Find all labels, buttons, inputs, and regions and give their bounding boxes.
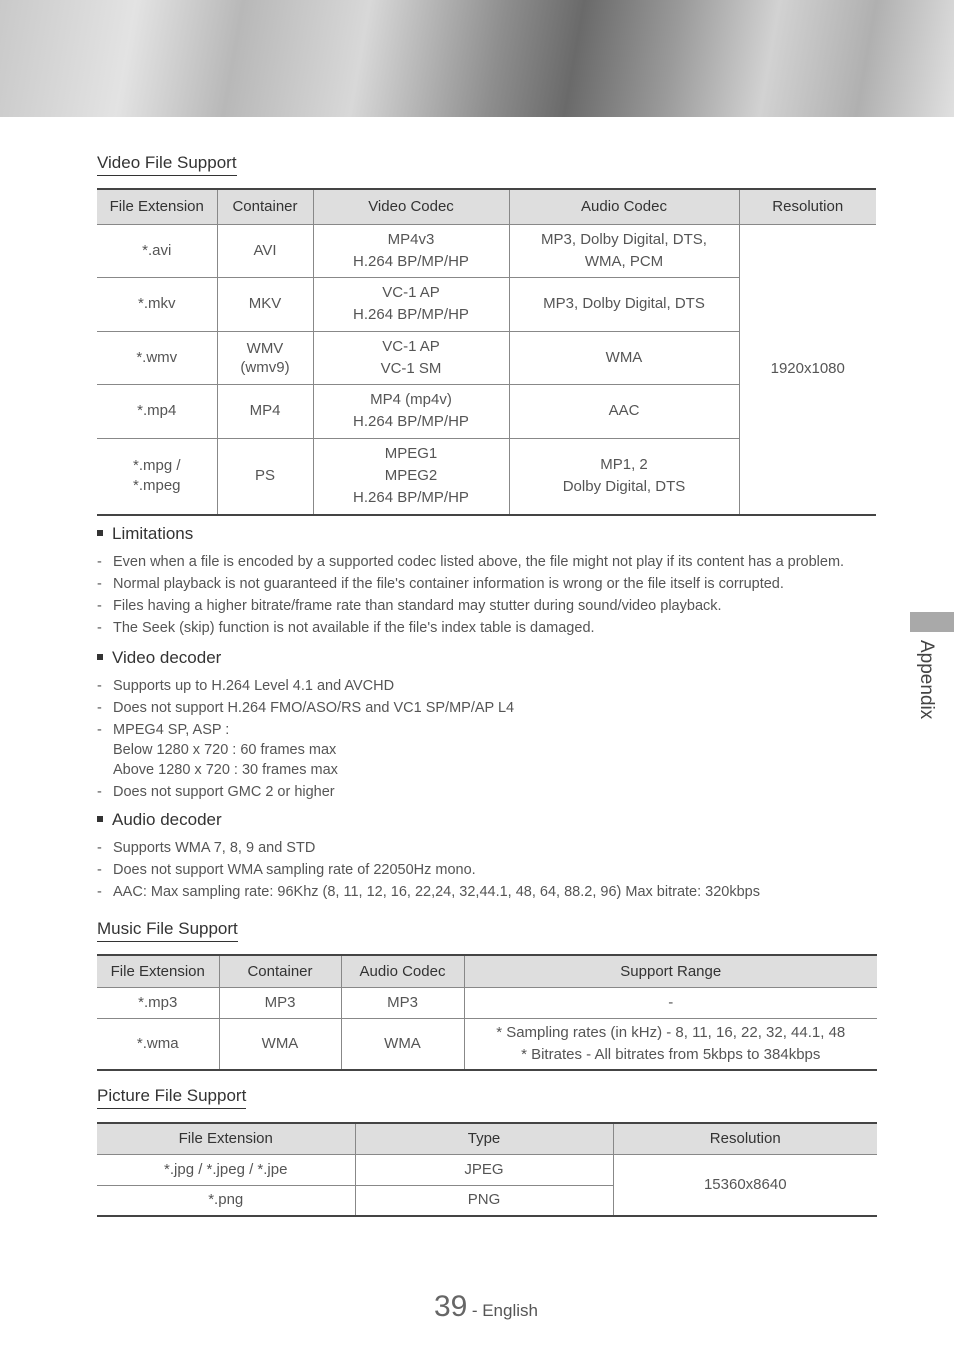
cell-audio-codec: MP3, Dolby Digital, DTS, WMA, PCM — [509, 224, 739, 277]
list-item: - Files having a higher bitrate/frame rate than standard may stutter during sound/video playback. — [97, 598, 722, 614]
col-header-audio-codec: Audio Codec — [509, 189, 739, 224]
cell-audio-codec: WMA — [341, 1018, 464, 1070]
list-item: - The Seek (skip) function is not available if the file's index table is damaged. — [97, 620, 595, 636]
page-number: 39 — [434, 1290, 468, 1323]
cell-ext: *.mpg / *.mpeg — [97, 438, 217, 515]
cell-ext: *.wma — [97, 1018, 219, 1070]
list-item: - Supports up to H.264 Level 4.1 and AVCHD — [97, 678, 395, 694]
picture-file-support-title: Picture File Support — [97, 1086, 246, 1109]
limitations-list — [97, 552, 844, 640]
cell-container: PS — [217, 438, 313, 515]
video-file-table — [97, 188, 876, 516]
col-header-resolution: Resolution — [739, 189, 876, 224]
cell-support-range: - — [464, 987, 877, 1018]
list-item: - AAC: Max sampling rate: 96Khz (8, 11, 12, 16, 22,24, 32,44.1, 48, 64, 88.2, 96) Max bitrate: 320kbps — [97, 884, 760, 900]
cell-audio-codec: AAC — [509, 384, 739, 438]
cell-container: WMA — [219, 1018, 341, 1070]
cell-type: PNG — [355, 1185, 613, 1216]
picture-file-table — [97, 1122, 877, 1217]
page-footer — [434, 1290, 538, 1324]
video-decoder-heading: Video decoder — [97, 648, 221, 668]
cell-ext: *.mkv — [97, 277, 217, 331]
cell-ext: *.png — [97, 1185, 355, 1216]
cell-ext: *.mp4 — [97, 384, 217, 438]
table-row — [97, 1018, 877, 1070]
list-item: - Even when a file is encoded by a supported codec listed above, the file might not play if its content has a problem. — [97, 554, 845, 570]
col-header-support-range: Support Range — [464, 955, 877, 987]
cell-video-codec: MP4 (mp4v) H.264 BP/MP/HP — [313, 384, 509, 438]
cell-ext: *.jpg / *.jpeg / *.jpe — [97, 1154, 355, 1185]
col-header-container: Container — [219, 955, 341, 987]
music-file-table — [97, 954, 877, 1071]
list-item: - Does not support GMC 2 or higher — [97, 784, 335, 800]
col-header-audio-codec: Audio Codec — [341, 955, 464, 987]
cell-audio-codec: MP1, 2 Dolby Digital, DTS — [509, 438, 739, 515]
footer-language: - English — [471, 1301, 538, 1320]
cell-ext: *.mp3 — [97, 987, 219, 1018]
video-decoder-list — [97, 676, 514, 804]
cell-audio-codec: WMA — [509, 331, 739, 384]
col-header-type: Type — [355, 1123, 613, 1154]
list-item: - Does not support WMA sampling rate of 22050Hz mono. — [97, 862, 476, 878]
cell-container: AVI — [217, 224, 313, 277]
col-header-file-extension: File Extension — [97, 1123, 355, 1154]
cell-ext: *.avi — [97, 224, 217, 277]
music-file-support-title: Music File Support — [97, 919, 238, 942]
limitations-heading: Limitations — [97, 524, 193, 544]
col-header-file-extension: File Extension — [97, 189, 217, 224]
cell-audio-codec: MP3, Dolby Digital, DTS — [509, 277, 739, 331]
list-item: - Supports WMA 7, 8, 9 and STD — [97, 840, 316, 856]
cell-ext: *.wmv — [97, 331, 217, 384]
col-header-file-extension: File Extension — [97, 955, 219, 987]
list-item: - Normal playback is not guaranteed if the file's container information is wrong or the file itself is corrupted. — [97, 576, 784, 592]
video-file-support-title: Video File Support — [97, 153, 237, 176]
cell-video-codec: MPEG1 MPEG2 H.264 BP/MP/HP — [313, 438, 509, 515]
cell-resolution: 1920x1080 — [739, 224, 876, 515]
cell-support-range: * Sampling rates (in kHz) - 8, 11, 16, 22, 32, 44.1, 48 * Bitrates - All bitrates from 5kbps to 384kbps — [464, 1018, 877, 1070]
square-bullet-icon — [97, 530, 103, 536]
table-row — [97, 224, 876, 277]
table-row — [97, 987, 877, 1018]
cell-video-codec: MP4v3 H.264 BP/MP/HP — [313, 224, 509, 277]
appendix-side-label: Appendix — [916, 640, 937, 720]
audio-decoder-list — [97, 838, 760, 904]
cell-type: JPEG — [355, 1154, 613, 1185]
cell-container: MP3 — [219, 987, 341, 1018]
cell-container: WMV (wmv9) — [217, 331, 313, 384]
cell-video-codec: VC-1 AP VC-1 SM — [313, 331, 509, 384]
cell-resolution: 15360x8640 — [613, 1154, 877, 1216]
audio-decoder-heading: Audio decoder — [97, 810, 222, 830]
list-item: - MPEG4 SP, ASP : Below 1280 x 720 : 60 frames max Above 1280 x 720 : 30 frames max — [97, 722, 338, 778]
appendix-tab-marker — [910, 612, 954, 632]
cell-audio-codec: MP3 — [341, 987, 464, 1018]
cell-video-codec: VC-1 AP H.264 BP/MP/HP — [313, 277, 509, 331]
cell-container: MP4 — [217, 384, 313, 438]
col-header-resolution: Resolution — [613, 1123, 877, 1154]
col-header-container: Container — [217, 189, 313, 224]
cell-container: MKV — [217, 277, 313, 331]
list-item: - Does not support H.264 FMO/ASO/RS and VC1 SP/MP/AP L4 — [97, 700, 515, 716]
table-row — [97, 1154, 877, 1185]
square-bullet-icon — [97, 654, 103, 660]
square-bullet-icon — [97, 816, 103, 822]
col-header-video-codec: Video Codec — [313, 189, 509, 224]
header-banner — [0, 0, 954, 117]
